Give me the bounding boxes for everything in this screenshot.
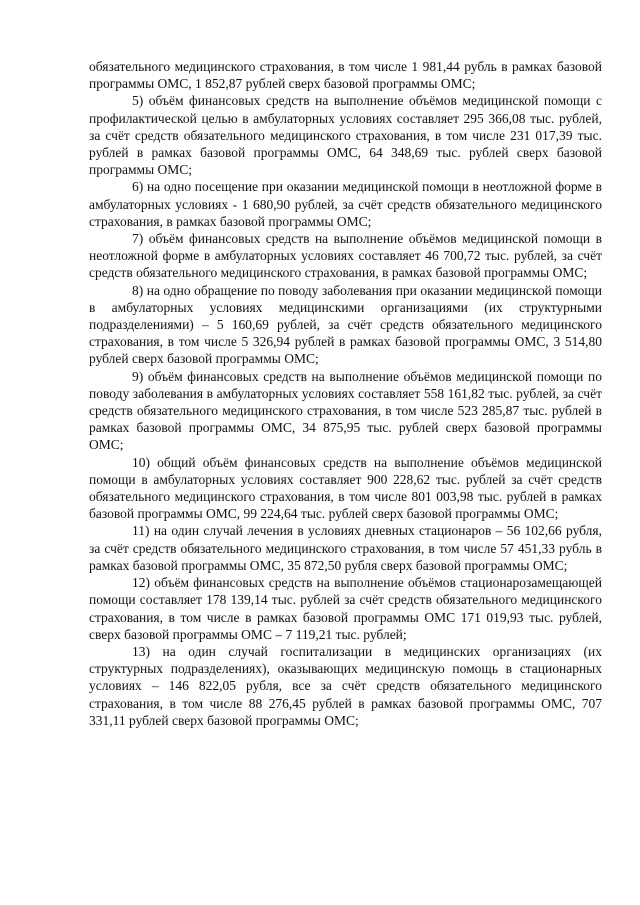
paragraph-continuation: обязательного медицинского страхования, в том числе 1 981,44 рубль в рамках базовой программы ОМС, 1 852,87 рублей сверх базовой программы ОМС; — [89, 59, 602, 92]
paragraph-item-13: 13) на один случай госпитализации в медицинских организациях (их структурных подразделениях), оказывающих медицинскую помощь в стационарных условиях – 146 822,05 рубля, все за счёт средств обязательного медицинского страхования, в том числе 88 276,45 рублей в рамках базовой программы ОМС, 707 331,11 рублей сверх базовой программы ОМС; — [89, 643, 602, 728]
paragraph-item-6: 6) на одно посещение при оказании медицинской помощи в неотложной форме в амбулаторных условиях - 1 680,90 рублей, за счёт средств обязательного медицинского страхования, в рамках базовой программы ОМС; — [89, 179, 602, 229]
paragraph-item-7: 7) объём финансовых средств на выполнение объёмов медицинской помощи в неотложной форме в амбулаторных условиях составляет 46 700,72 тыс. рублей, за счёт средств обязательного медицинского страхования, в рамках базовой программы ОМС; — [89, 231, 602, 281]
paragraph-item-9: 9) объём финансовых средств на выполнение объёмов медицинской помощи по поводу заболевания в амбулаторных условиях составляет 558 161,82 тыс. рублей, за счёт средств обязательного медицинского страхования, в том числе 523 285,87 тыс. рублей в рамках базовой программы ОМС, 34 875,95 тыс. рублей сверх базовой программы ОМС; — [89, 368, 602, 453]
paragraph-item-8: 8) на одно обращение по поводу заболевания при оказании медицинской помощи в амбулаторных условиях медицинскими организациями (их структурными подразделениями) – 5 160,69 рублей, за счёт средств обязательного медицинского страхования, в том числе 5 326,94 рублей в рамках базовой программы ОМС, 3 514,80 рублей сверх базовой программы ОМС; — [89, 282, 602, 367]
paragraph-item-12: 12) объём финансовых средств на выполнение объёмов стационарозамещающей помощи составляет 178 139,14 тыс. рублей за счёт средств обязательного медицинского страхования, в том числе в рамках базовой программы ОМС 171 019,93 тыс. рублей, сверх базовой программы ОМС – 7 119,21 тыс. рублей; — [89, 575, 602, 642]
paragraph-item-5: 5) объём финансовых средств на выполнение объёмов медицинской помощи с профилактической целью в амбулаторных условиях составляет 295 366,08 тыс. рублей, за счёт средств обязательного медицинского страхования, в том числе 231 017,39 тыс. рублей в рамках базовой программы ОМС, 64 348,69 тыс. рублей сверх базовой программы ОМС; — [89, 93, 602, 178]
document-body — [89, 58, 602, 729]
paragraph-item-10: 10) общий объём финансовых средств на выполнение объёмов медицинской помощи в амбулаторных условиях составляет 900 228,62 тыс. рублей за счёт средств обязательного медицинского страхования, в том числе 801 003,98 тыс. рублей в рамках базовой программы ОМС, 99 224,64 тыс. рублей сверх базовой программы ОМС; — [89, 454, 602, 522]
paragraph-item-11: 11) на один случай лечения в условиях дневных стационаров – 56 102,66 рубля, за счёт средств обязательного медицинского страхования, в том числе 57 451,33 рубль в рамках базовой программы ОМС, 35 872,50 рубля сверх базовой программы ОМС; — [89, 523, 602, 573]
